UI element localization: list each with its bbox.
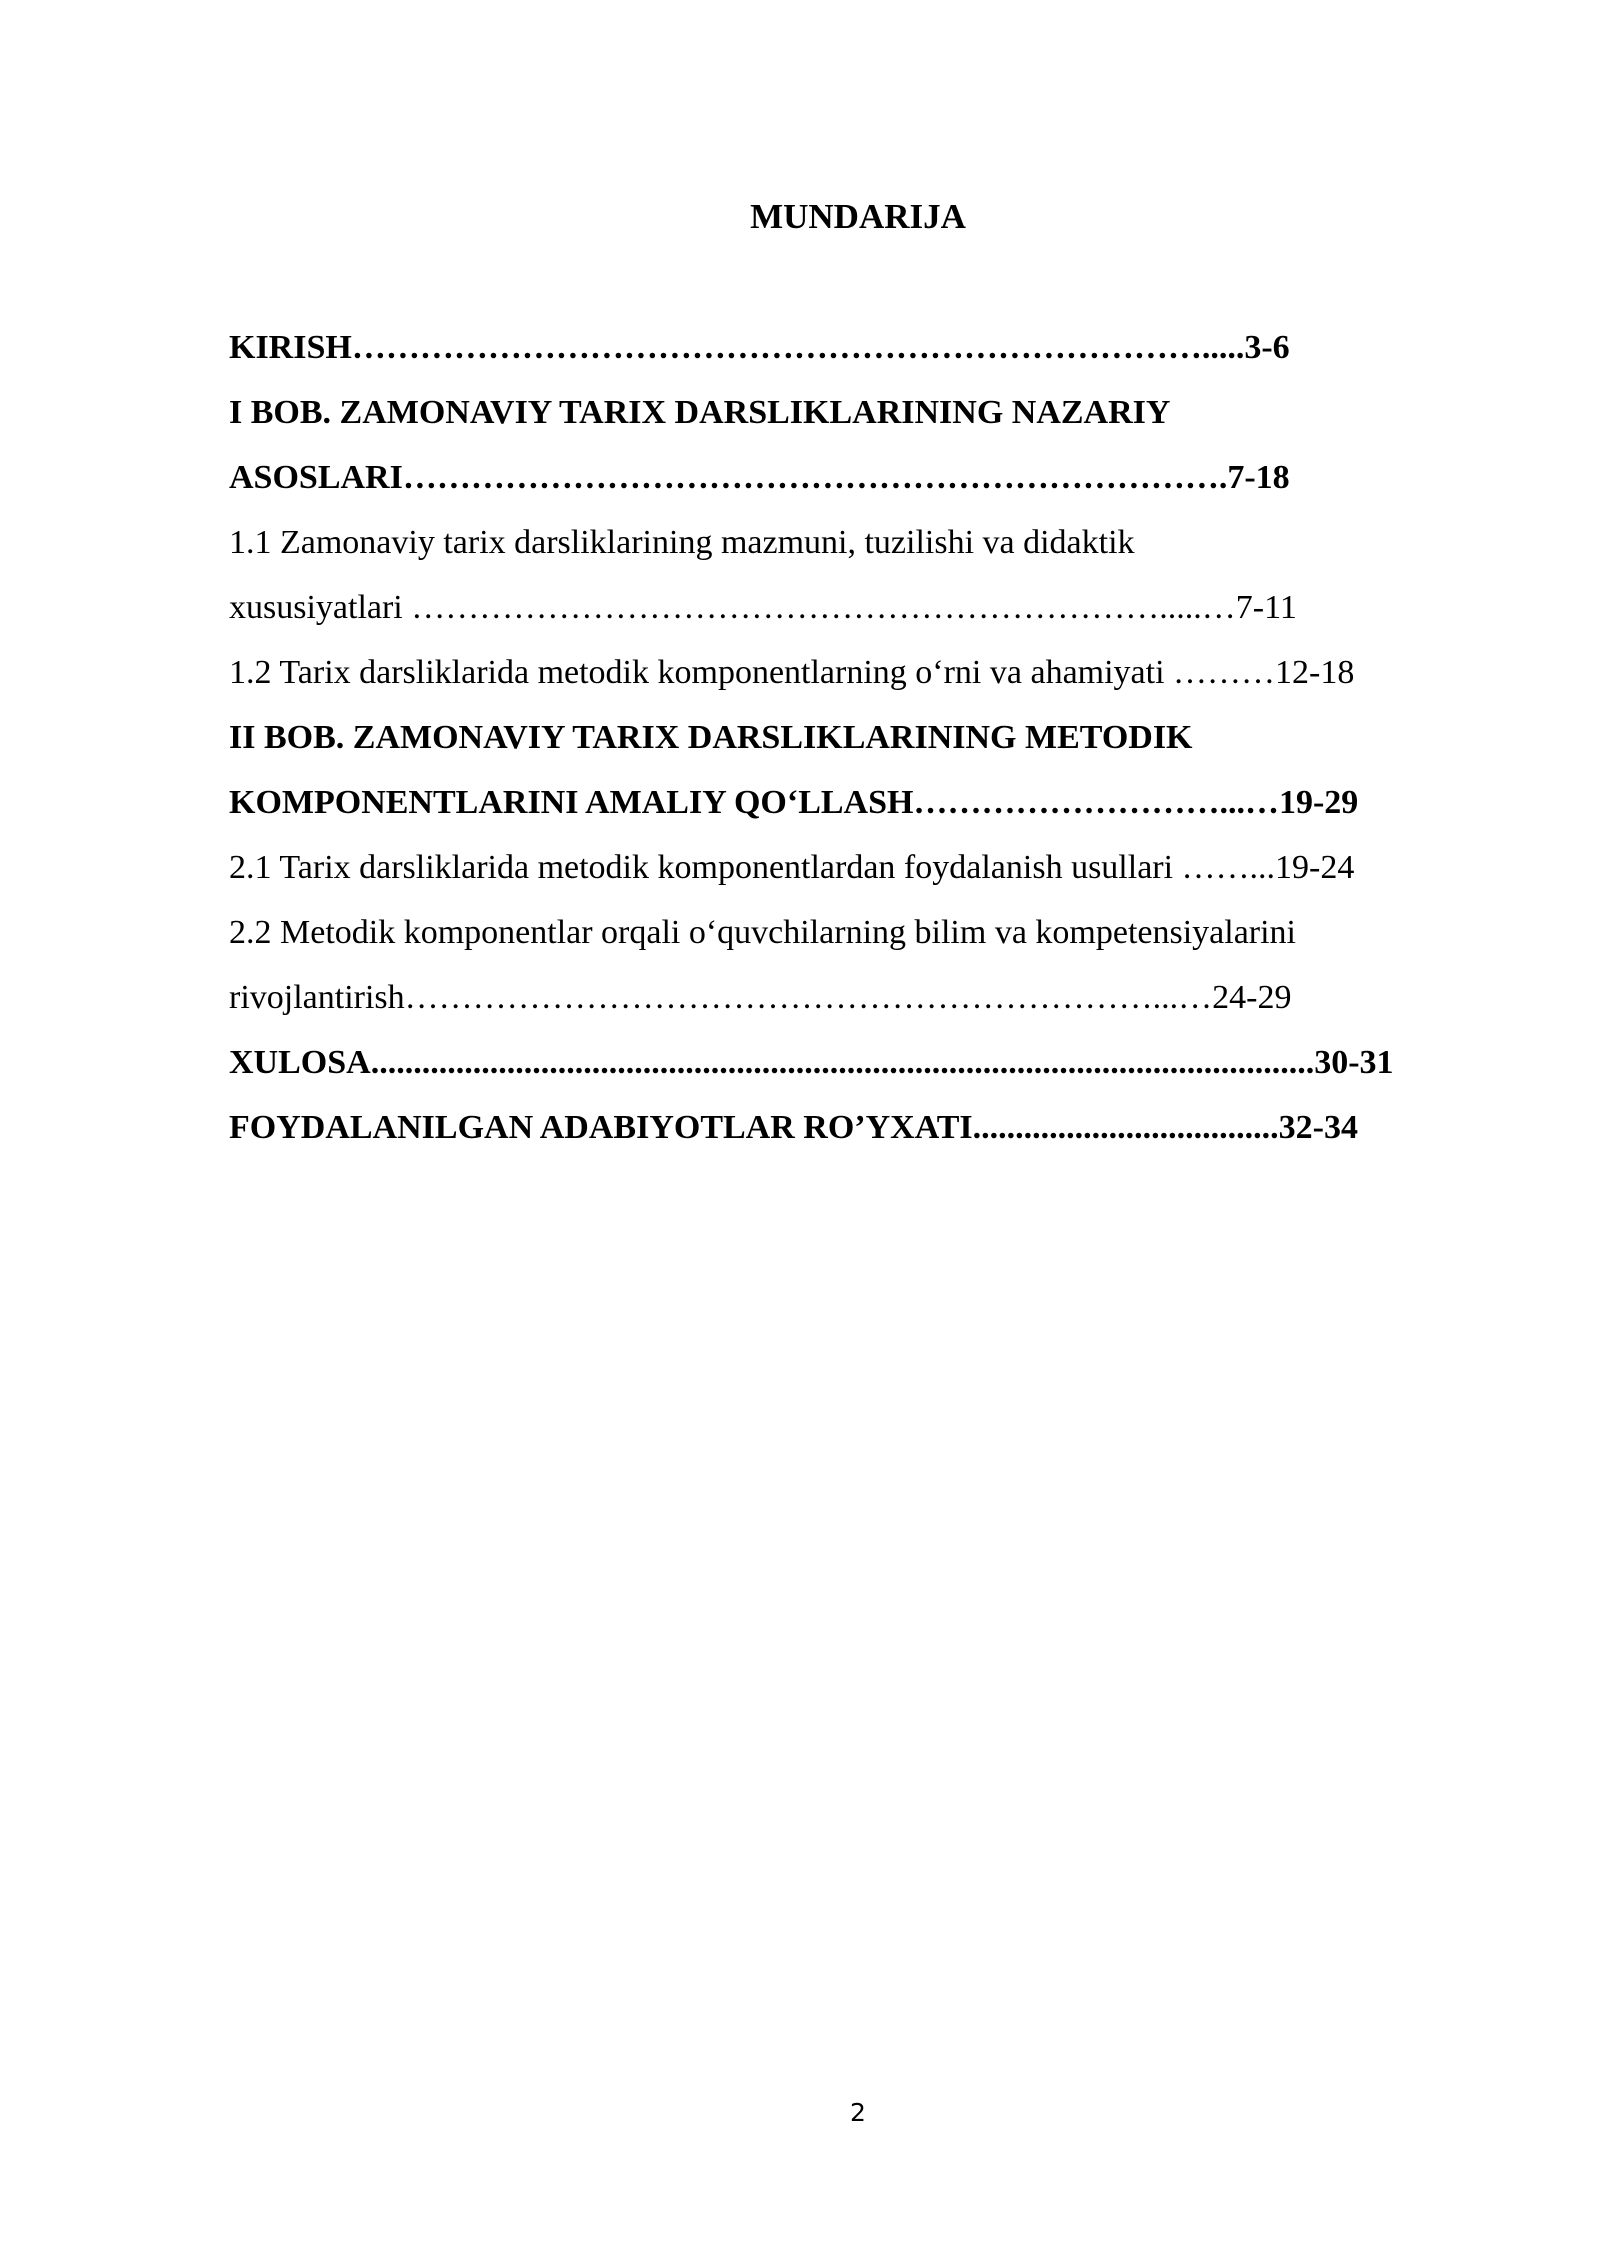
toc-entry-chapter-2-line-1: II BOB. ZAMONAVIY TARIX DARSLIKLARINING METODIK xyxy=(229,719,1193,756)
toc-entry-chapter-1-line-1: I BOB. ZAMONAVIY TARIX DARSLIKLARINING NAZARIY xyxy=(229,394,1171,431)
page-number: 2 xyxy=(850,2098,866,2127)
toc-entry-section-1-2: 1.2 Tarix darsliklarida metodik komponentlarning o‘rni va ahamiyati ………12-18 xyxy=(229,654,1355,691)
toc-entry-xulosa: XULOSA...............................................................................................................30-31 xyxy=(229,1044,1394,1081)
toc-entry-chapter-1-line-2: ASOSLARI……………………………………………………………….7-18 xyxy=(229,459,1290,496)
page-title: MUNDARIJA xyxy=(750,197,966,236)
toc-entry-section-1-1-line-2: xususiyatlari ………………………………………………………….....…7-11 xyxy=(229,589,1297,626)
toc-entry-section-2-2-line-1: 2.2 Metodik komponentlar orqali o‘quvchilarning bilim va kompetensiyalarini xyxy=(229,914,1296,951)
table-of-contents xyxy=(229,323,1481,1168)
toc-entry-section-2-2-line-2: rivojlantirish…………………………………………………………...…24-29 xyxy=(229,979,1292,1016)
toc-entry-section-1-1-line-1: 1.1 Zamonaviy tarix darsliklarining mazmuni, tuzilishi va didaktik xyxy=(229,524,1135,561)
toc-entry-section-2-1: 2.1 Tarix darsliklarida metodik komponentlardan foydalanish usullari ……...19-24 xyxy=(229,849,1355,886)
toc-entry-kirish: KIRISH………………………………………………………………….....3-6 xyxy=(229,329,1290,366)
toc-entry-bibliography: FOYDALANILGAN ADABIYOTLAR RO’YXATI....................................32-34 xyxy=(229,1109,1358,1146)
toc-entry-chapter-2-line-2: KOMPONENTLARINI AMALIY QO‘LLASH………………………...…19-29 xyxy=(229,784,1359,821)
